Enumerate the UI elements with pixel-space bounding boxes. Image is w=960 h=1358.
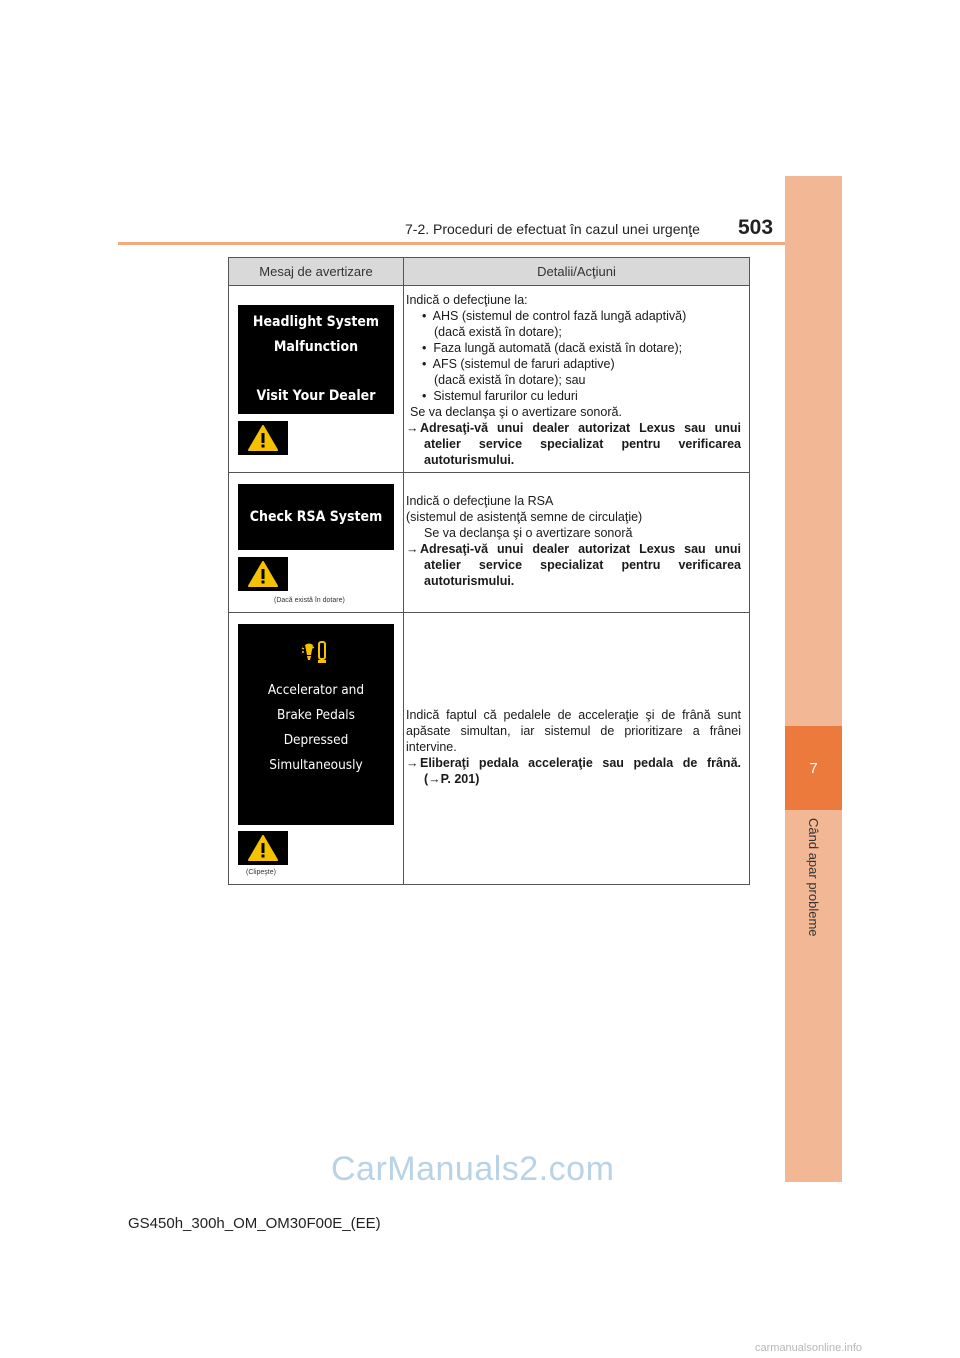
desc-line: intervine. [406, 740, 457, 754]
row-divider [229, 612, 749, 613]
display-headlight-malfunction [238, 305, 394, 414]
action-line [406, 541, 741, 557]
desc-line: (sistemul de asistenţă semne de circulaţie) [406, 510, 643, 524]
page-number: 503 [738, 216, 774, 239]
action-line: atelier service specializat pentru verificarea [424, 437, 741, 451]
header-rule [118, 242, 785, 245]
right-arrow-icon: → [406, 542, 419, 556]
chapter-title-text: Când apar probleme [805, 818, 821, 937]
row2-details [406, 493, 741, 589]
col-header-message: Mesaj de avertizare [259, 264, 373, 279]
screen-line: Accelerator and [267, 682, 365, 698]
side-tab [785, 176, 842, 1182]
action-text: Eliberaţi pedala acceleraţie sau pedala de frână. [420, 756, 741, 770]
desc-line: Indică o defecţiune la RSA [406, 494, 554, 508]
desc-line: apăsate simultan, iar sistemul de prioritizare a frânei [406, 724, 741, 738]
screen-line: Depressed [283, 732, 349, 748]
action-line: autoturismului. [424, 574, 515, 588]
row3-caption: (Clipeşte) [246, 869, 276, 876]
screen-line: Headlight System [252, 314, 380, 330]
watermark-url: carmanualsonline.info [755, 1342, 863, 1354]
bullet-list [406, 308, 741, 404]
warning-triangle-icon [238, 421, 288, 455]
action-text: Adresaţi-vă unui dealer autorizat Lexus sau unui [420, 421, 741, 435]
warning-triangle-icon [238, 557, 288, 591]
bullet-text: AFS (sistemul de faruri adaptive) [432, 357, 615, 371]
chapter-title [785, 818, 842, 958]
screen-line: Check RSA System [249, 509, 383, 525]
bullet-text: AHS (sistemul de control fază lungă adaptivă) [432, 309, 687, 323]
column-divider [403, 258, 404, 884]
action-text: Adresaţi-vă unui dealer autorizat Lexus sau unui [420, 542, 741, 556]
row3-details [406, 707, 741, 787]
warning-table [228, 257, 750, 885]
bullet-text: Faza lungă automată (dacă există în dotare); [433, 341, 683, 355]
desc-note: Se va declanşa şi o avertizare sonoră [424, 526, 633, 540]
action-line: (→P. 201) [424, 772, 480, 786]
row-divider [229, 472, 749, 473]
desc-intro: Indică o defecţiune la: [406, 293, 528, 307]
footer-model-code: GS450h_300h_OM_OM30F00E_(EE) [128, 1215, 381, 1232]
list-item: • Sistemul farurilor cu leduri [422, 389, 578, 403]
col-header-details: Detalii/Acţiuni [537, 264, 616, 279]
warning-triangle-icon [238, 831, 288, 865]
screen-line: Brake Pedals [277, 707, 355, 723]
list-item: • AHS (sistemul de control fază lungă adaptivă) [422, 309, 687, 323]
display-check-rsa [238, 484, 394, 550]
bullet-text: Sistemul farurilor cu leduri [433, 389, 578, 403]
screen-line: Simultaneously [269, 757, 363, 773]
pedal-warning-icon [301, 639, 331, 665]
row2-caption: (Dacă există în dotare) [274, 597, 345, 604]
screen-line: Malfunction [273, 339, 359, 355]
desc-line: Indică faptul că pedalele de acceleraţie şi de frână sunt [406, 708, 741, 722]
list-item-cont: (dacă există în dotare); sau [434, 373, 586, 387]
action-line: atelier service specializat pentru verificarea [424, 558, 741, 572]
row-divider [229, 285, 749, 286]
action-line [406, 420, 741, 436]
action-line [406, 755, 741, 771]
desc-note: Se va declanşa şi o avertizare sonoră. [410, 405, 622, 419]
right-arrow-icon: → [406, 421, 419, 435]
display-pedals-depressed [238, 624, 394, 825]
screen-line: Visit Your Dealer [256, 388, 376, 404]
section-title: 7-2. Proceduri de efectuat în cazul unei urgenţe [405, 221, 700, 237]
list-item: • AFS (sistemul de faruri adaptive) [422, 357, 615, 371]
row1-details [406, 292, 741, 468]
chapter-number: 7 [785, 726, 842, 810]
action-line: autoturismului. [424, 453, 515, 467]
list-item-cont: (dacă există în dotare); [434, 325, 562, 339]
action-block [406, 420, 741, 468]
right-arrow-icon: → [406, 756, 419, 770]
list-item: • Faza lungă automată (dacă există în dotare); [422, 341, 683, 355]
watermark-logo: CarManuals2.com [331, 1150, 615, 1188]
